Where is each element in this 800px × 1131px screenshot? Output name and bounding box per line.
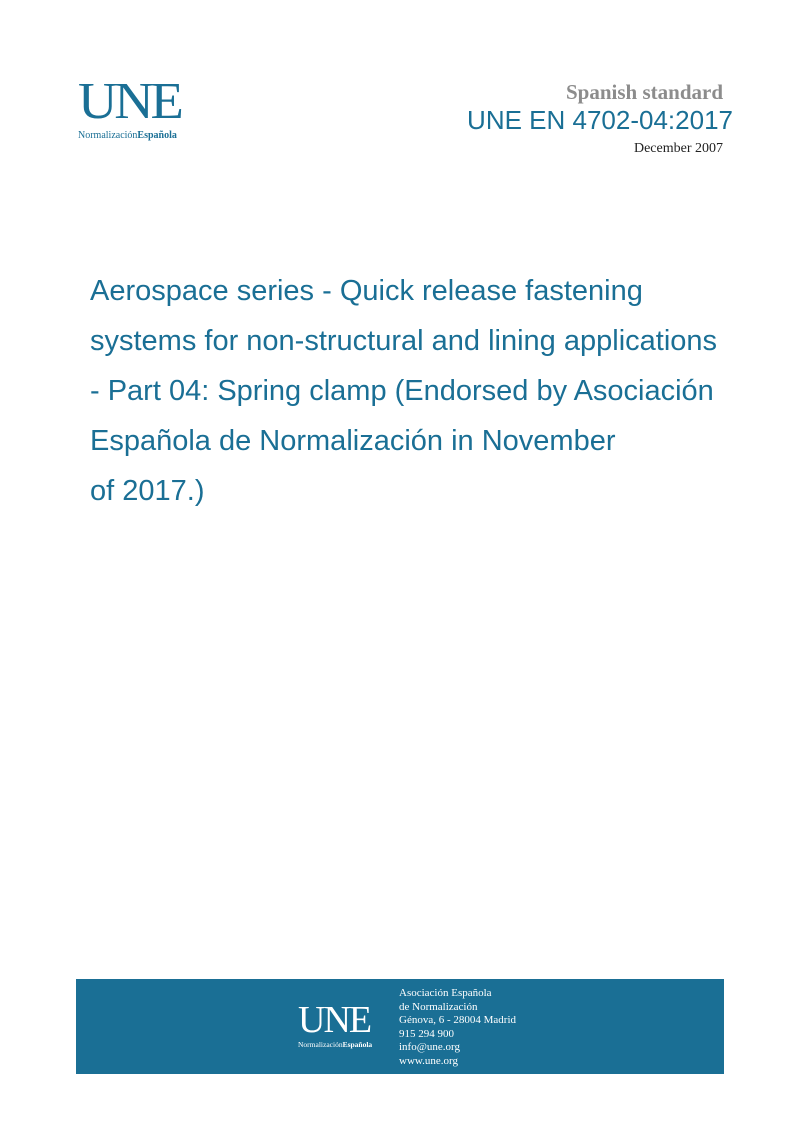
footer-logo-mark: UNE bbox=[298, 999, 371, 1041]
address-phone: 915 294 900 bbox=[399, 1027, 454, 1040]
document-title bbox=[90, 266, 790, 516]
une-logo-tagline bbox=[78, 130, 198, 141]
title-line: Aerospace series - Quick release fastening bbox=[90, 275, 643, 307]
address-org-line: de Normalización bbox=[399, 1000, 478, 1013]
title-line: systems for non-structural and lining applications bbox=[90, 325, 718, 357]
standard-kind: Spanish standard bbox=[566, 80, 723, 104]
standard-date: December 2007 bbox=[633, 141, 723, 156]
standard-code: UNE EN 4702-04:2017 bbox=[467, 105, 733, 135]
footer-tagline-regular: Normalización bbox=[298, 1040, 343, 1049]
address-org-line: Asociación Española bbox=[399, 987, 492, 999]
address-street: Génova, 6 - 28004 Madrid bbox=[399, 1014, 517, 1026]
footer-logo-tagline bbox=[298, 1040, 388, 1049]
une-logo-mark: UNE bbox=[78, 73, 181, 130]
footer-tagline-bold: Española bbox=[342, 1040, 373, 1049]
logo-tagline-regular: Normalización bbox=[78, 130, 138, 141]
footer-address bbox=[399, 987, 516, 1068]
title-line: of 2017.) bbox=[90, 475, 205, 507]
une-logo bbox=[78, 73, 198, 141]
title-line: - Part 04: Spring clamp (Endorsed by Asociación bbox=[90, 375, 714, 407]
footer-une-logo bbox=[298, 1001, 388, 1049]
logo-tagline-bold: Española bbox=[137, 130, 177, 141]
address-email: info@une.org bbox=[399, 1041, 460, 1053]
title-line: Española de Normalización in November bbox=[90, 425, 616, 457]
standard-header bbox=[467, 79, 733, 163]
footer-band bbox=[76, 979, 724, 1074]
address-website: www.une.org bbox=[399, 1054, 458, 1067]
